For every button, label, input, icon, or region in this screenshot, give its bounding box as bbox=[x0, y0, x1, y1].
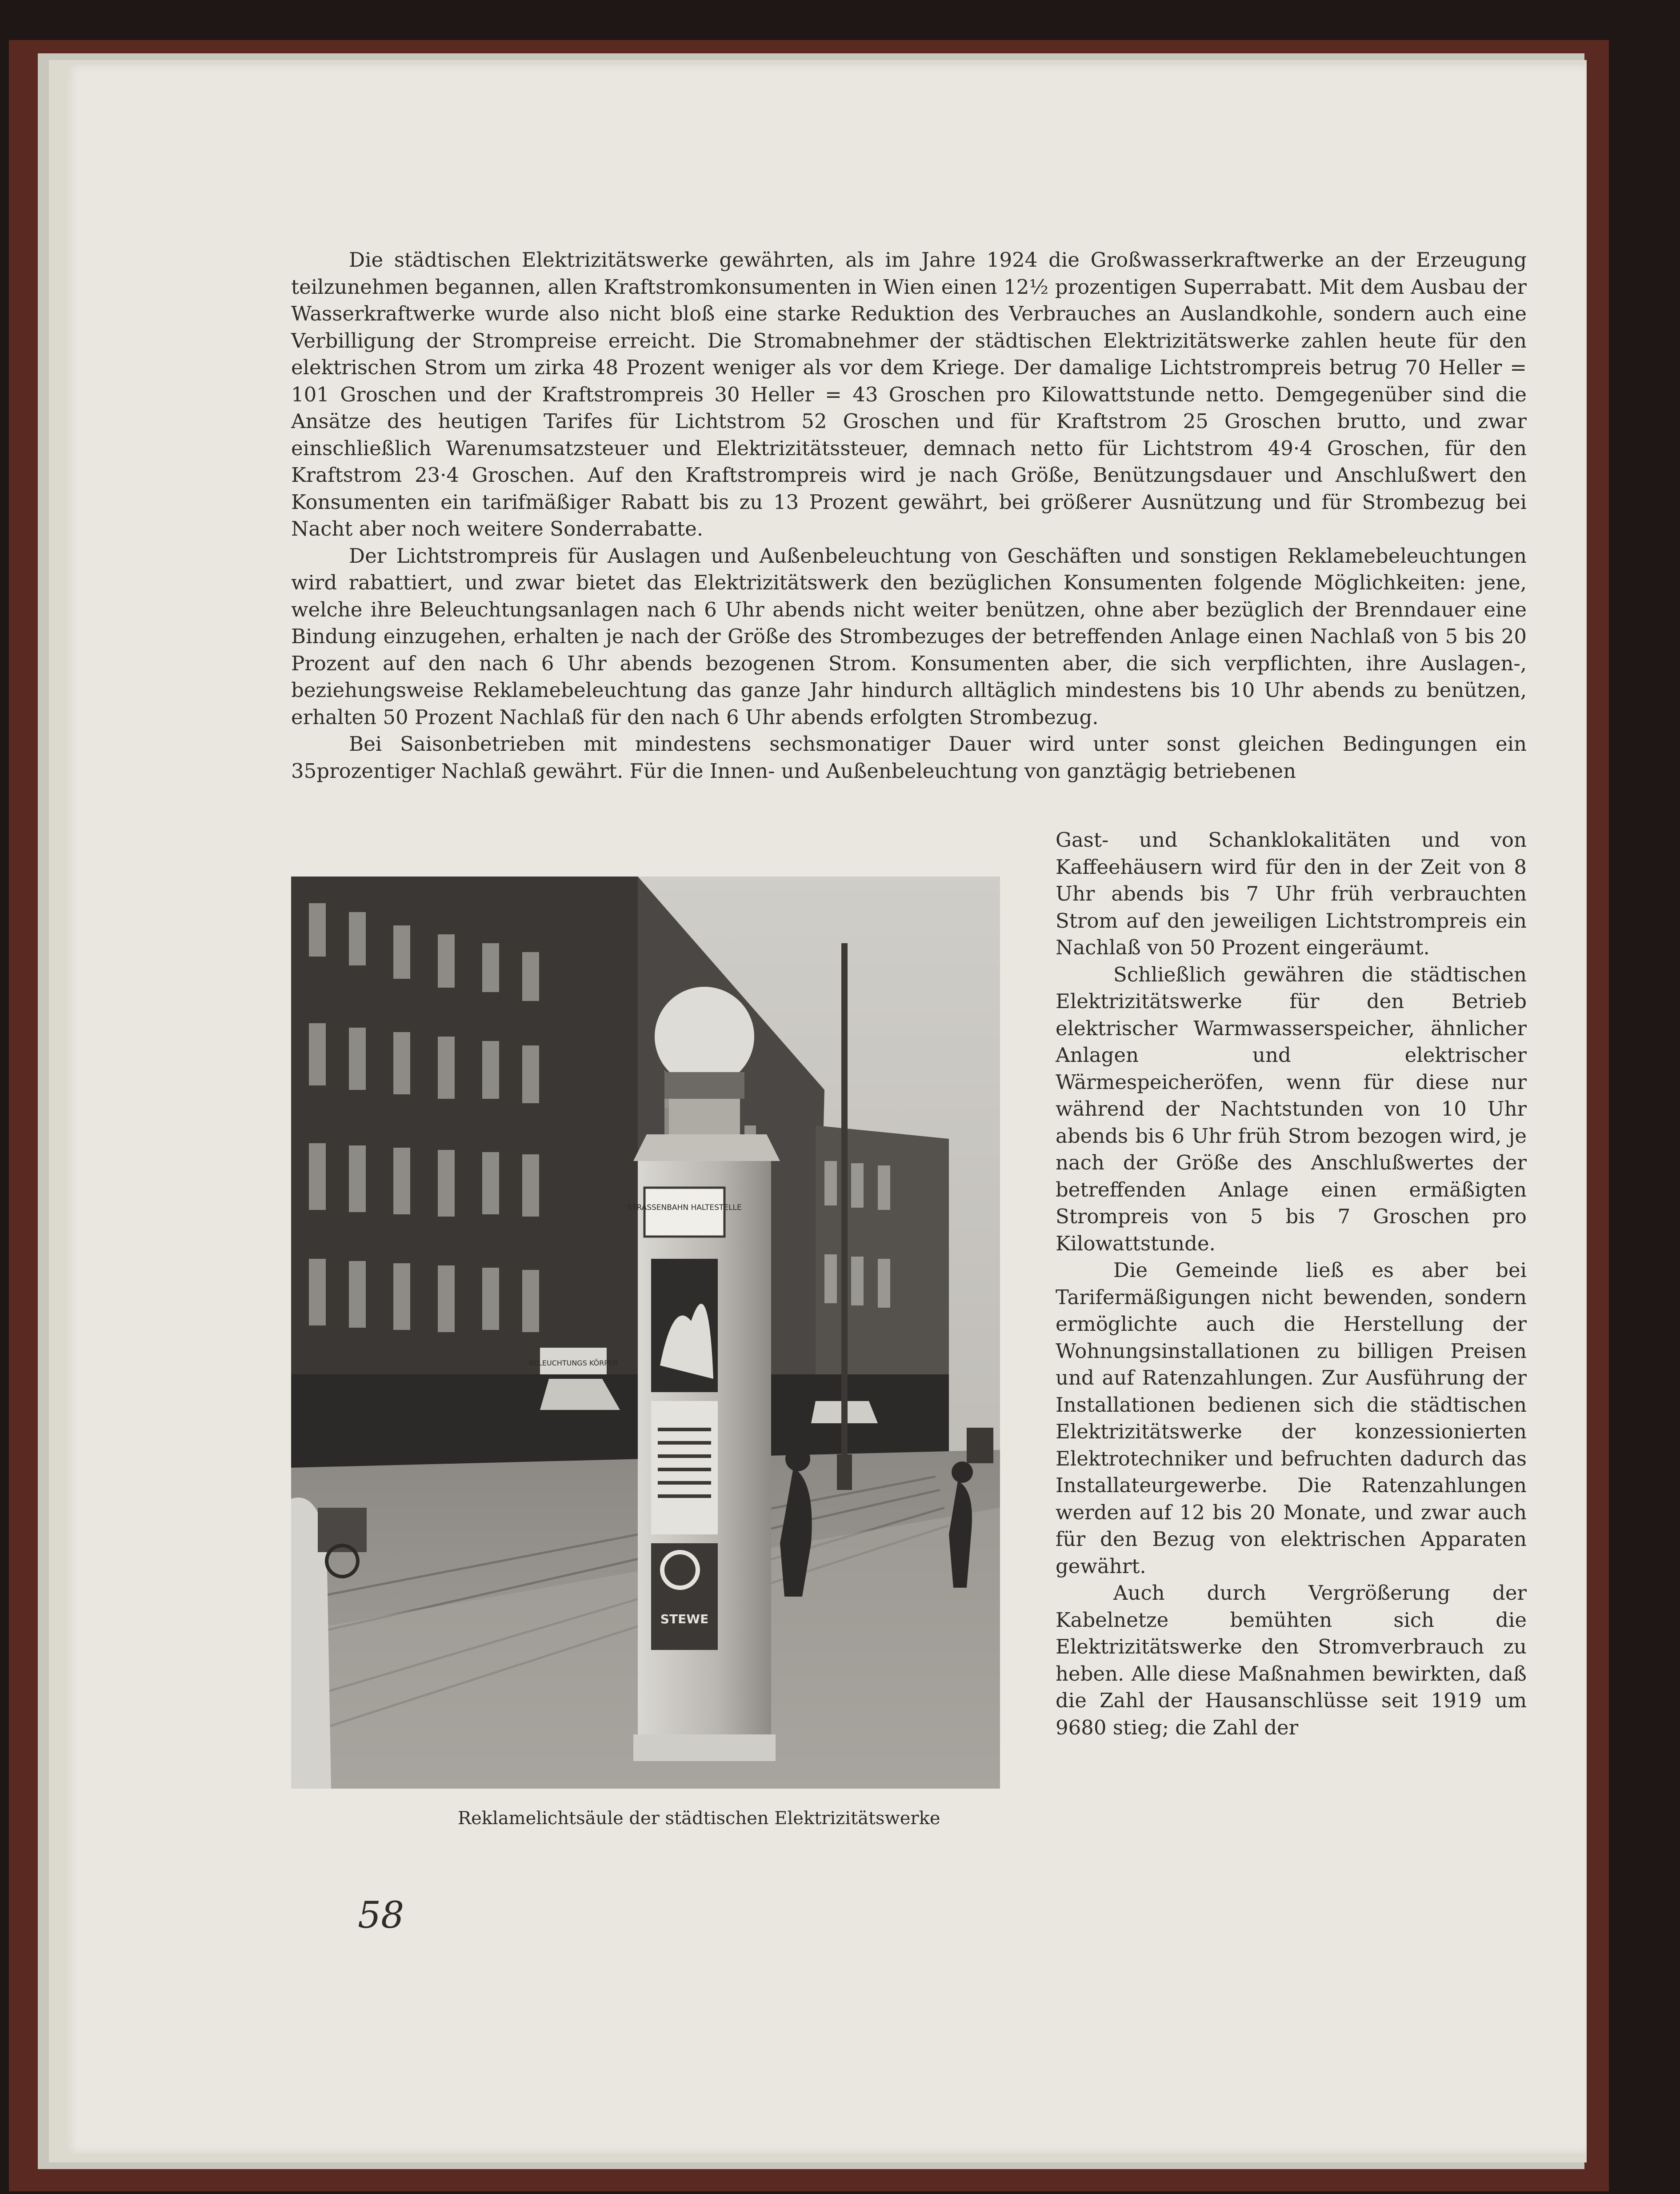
paragraph-6: Auch durch Vergrößerung der Kabelnetze bemühten sich die Elektrizitätswerke den Stromverbrauch zu heben. Alle diese Maßnahmen bewirkten, daß die Zahl der Hausanschlüsse seit 1919 um 9680 stieg; die Zahl der bbox=[1056, 1581, 1527, 1739]
column-sign-text: STRASSENBAHN HALTESTELLE bbox=[627, 1203, 742, 1212]
street-photo bbox=[291, 877, 1000, 1789]
main-text-block bbox=[291, 247, 1527, 785]
paragraph-1: Die städtischen Elektrizitätswerke gewährten, als im Jahre 1924 die Großwasserkraftwerke an der Erzeugung teilzunehmen begannen, allen Kraftstromkonsumenten in Wien einen 12½ prozentigen Superrabatt. Mit dem Ausbau der Wasserkraftwerke wurde also nicht bloß eine starke Reduktion des Verbrauches an Auslandkohle, sondern auch eine Verbilligung der Strompreise erreicht. Die Stromabnehmer der städtischen Elektrizitätswerke zahlen heute für den elektrischen Strom um zirka 48 Prozent weniger als vor dem Kriege. Der damalige Lichtstrompreis betrug 70 Heller = 101 Groschen und der Kraftstrompreis 30 Heller = 43 Groschen pro Kilowattstunde netto. Demgegenüber sind die Ansätze des heutigen Tarifes für Lichtstrom 52 Groschen und für Kraftstrom 25 Groschen brutto, und zwar einschließlich Warenumsatzsteuer und Elektrizitätssteuer, demnach netto für Lichtstrom 49·4 Groschen, für den Kraftstrom 23·4 Groschen. Auf den Kraftstrompreis wird je nach Größe, Benützungsdauer und Anschlußwert den Konsumenten ein tarifmäßiger Rabatt bis zu 13 Prozent gewährt, bei größerer Ausnützung und für Strombezug bei Nacht aber noch weitere Sonderrabatte. bbox=[291, 248, 1527, 540]
poster-text: STEWE bbox=[660, 1612, 709, 1626]
paragraph-3: Bei Saisonbetrieben mit mindestens sechsmonatiger Dauer wird unter sonst gleichen Bedingungen ein 35prozentiger Nachlaß gewährt. Für die Innen- und Außenbeleuchtung von ganztägig betriebenen bbox=[291, 732, 1527, 783]
paragraph-2: Der Lichtstrompreis für Auslagen und Außenbeleuchtung von Geschäften und sonstigen Reklamebeleuchtungen wird rabattiert, und zwar bietet das Elektrizitätswerk den bezüglichen Konsumenten folgende Möglichkeiten: jene, welche ihre Beleuchtungsanlagen nach 6 Uhr abends nicht weiter benützen, ohne aber bezüglich der Brenndauer eine Bindung einzugehen, erhalten je nach der Größe des Strombezuges der betreffenden Anlage einen Nachlaß von 5 bis 20 Prozent auf den nach 6 Uhr abends bezogenen Strom. Konsumenten aber, die sich verpflichten, ihre Auslagen-, beziehungsweise Reklamebeleuchtung das ganze Jahr hindurch alltäglich mindestens bis 10 Uhr abends zu benützen, erhalten 50 Prozent Nachlaß für den nach 6 Uhr abends erfolgten Strombezug. bbox=[291, 544, 1527, 729]
paragraph-5: Die Gemeinde ließ es aber bei Tarifermäßigungen nicht bewenden, sondern ermöglichte auch die Herstellung der Wohnungsinstallationen zu billigen Preisen und auf Ratenzahlungen. Zur Ausführung der Installationen bedienen sich die städtischen Elektrizitätswerke der konzessionierten Elektrotechniker und befruchten dadurch das Installateurgewerbe. Die Ratenzahlungen werden auf 12 bis 20 Monate, und zwar auch für den Bezug von elektrischen Apparaten gewährt. bbox=[1056, 1258, 1527, 1578]
right-text-column bbox=[1056, 827, 1527, 1741]
photo-caption: Reklamelichtsäule der städtischen Elektrizitätswerke bbox=[458, 1808, 940, 1829]
shop-sign-text: BELEUCHTUNGS KÖRPER bbox=[528, 1359, 618, 1367]
photo-advertising-column bbox=[291, 877, 1000, 1789]
paragraph-4: Schließlich gewähren die städtischen Elektrizitätswerke für den Betrieb elektrischer Warmwasserspeicher, ähnlicher Anlagen und elektrischer Wärmespeicheröfen, wenn für diese nur während der Nachtstunden von 10 Uhr abends bis 6 Uhr früh Strom bezogen wird, je nach der Größe des Anschlußwertes der betreffenden Anlage einen ermäßigten Strompreis von 5 bis 7 Groschen pro Kilowattstunde. bbox=[1056, 962, 1527, 1255]
paragraph-3-continued: Gast- und Schanklokalitäten und von Kaffeehäusern wird für den in der Zeit von 8 Uhr abends bis 7 Uhr früh verbrauchten Strom auf den jeweiligen Lichtstrompreis ein Nachlaß von 50 Prozent eingeräumt. bbox=[1056, 828, 1527, 959]
page-number: 58 bbox=[358, 1894, 404, 1937]
